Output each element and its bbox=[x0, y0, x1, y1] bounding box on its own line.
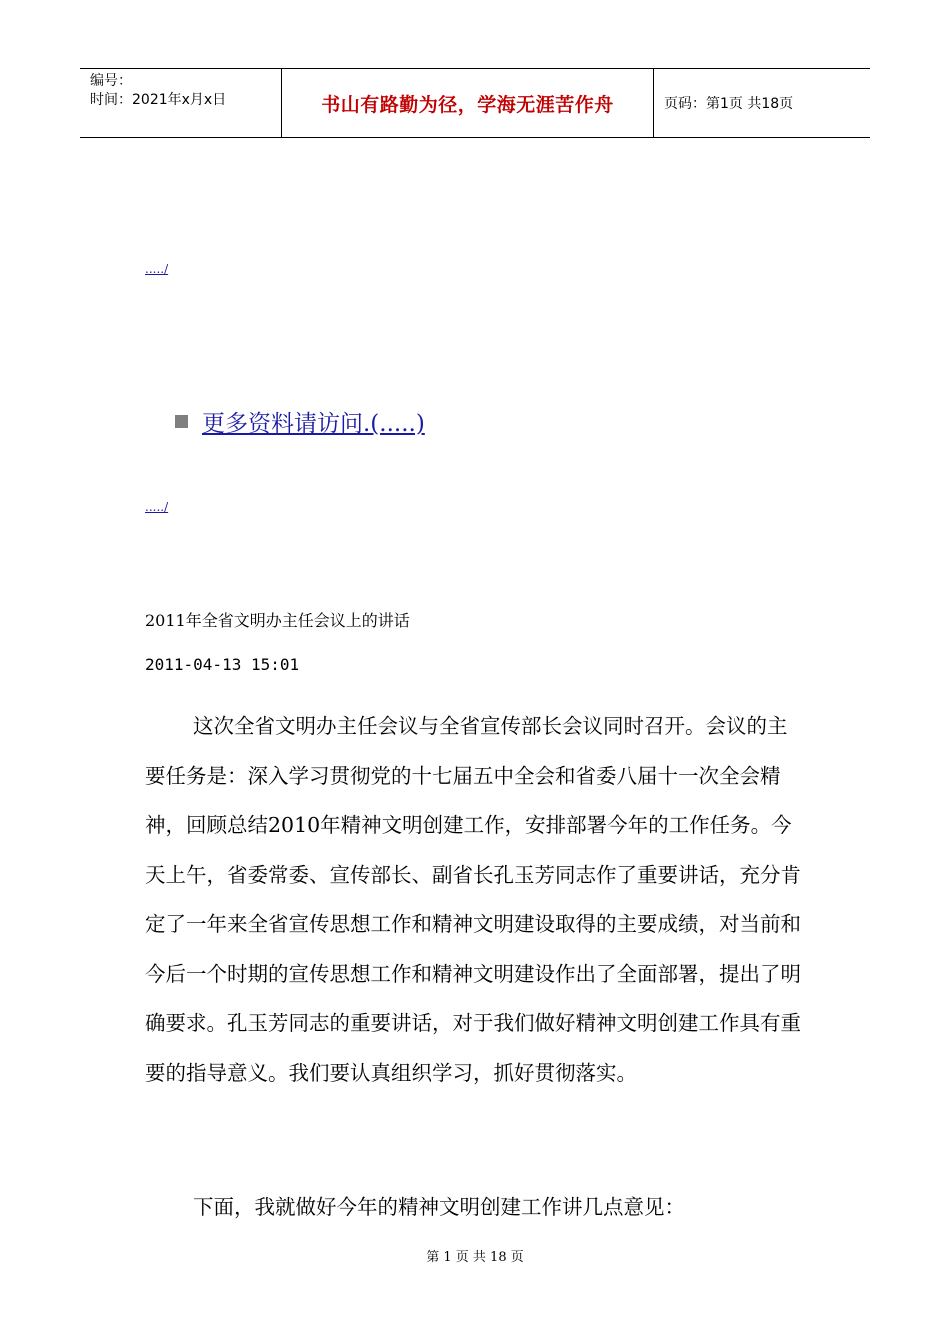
motto: 书山有路勤为径，学海无涯苦作舟 bbox=[282, 69, 654, 137]
top-link[interactable]: ...../ bbox=[145, 262, 169, 276]
page-info: 页码：第1页 共18页 bbox=[664, 96, 794, 112]
more-resources-link[interactable]: 更多资料请访问.(.....) bbox=[202, 411, 425, 437]
body-paragraph: 这次全省文明办主任会议与全省宣传部长会议同时召开。会议的主要任务是：深入学习贯彻党的十七届五中全会和省委八届十一次全会精神，回顾总结2010年精神文明创建工作，安排部署今年的工作任务。今天上午，省委常委、宣传部长、副省长孔玉芳同志作了重要讲话，充分肯定了一年来全省宣传思想工作和精神文明建设取得的主要成绩，对当前和今后一个时期的宣传思想工作和精神文明建设作出了全面部署，提出了明确要求。孔玉芳同志的重要讲话，对于我们做好精神文明创建工作具有重要的指导意义。我们要认真组织学习，抓好贯彻落实。 bbox=[145, 714, 801, 1085]
document-datetime: 2011-04-13 15:01 bbox=[145, 655, 300, 674]
bottom-link[interactable]: ...../ bbox=[145, 500, 169, 514]
time-label: 时间：2021年x月x日 bbox=[90, 92, 227, 108]
document-title: 2011年全省文明办主任会议上的讲话 bbox=[145, 611, 410, 630]
document-header bbox=[80, 68, 870, 138]
square-bullet-icon bbox=[175, 415, 188, 428]
page-footer: 第 1 页 共 18 页 bbox=[426, 1250, 524, 1265]
body-paragraph: 下面，我就做好今年的精神文明创建工作讲几点意见： bbox=[193, 1195, 685, 1219]
more-resources-item bbox=[175, 405, 425, 438]
number-label: 编号： bbox=[90, 73, 132, 89]
header-meta-cell bbox=[80, 69, 282, 137]
